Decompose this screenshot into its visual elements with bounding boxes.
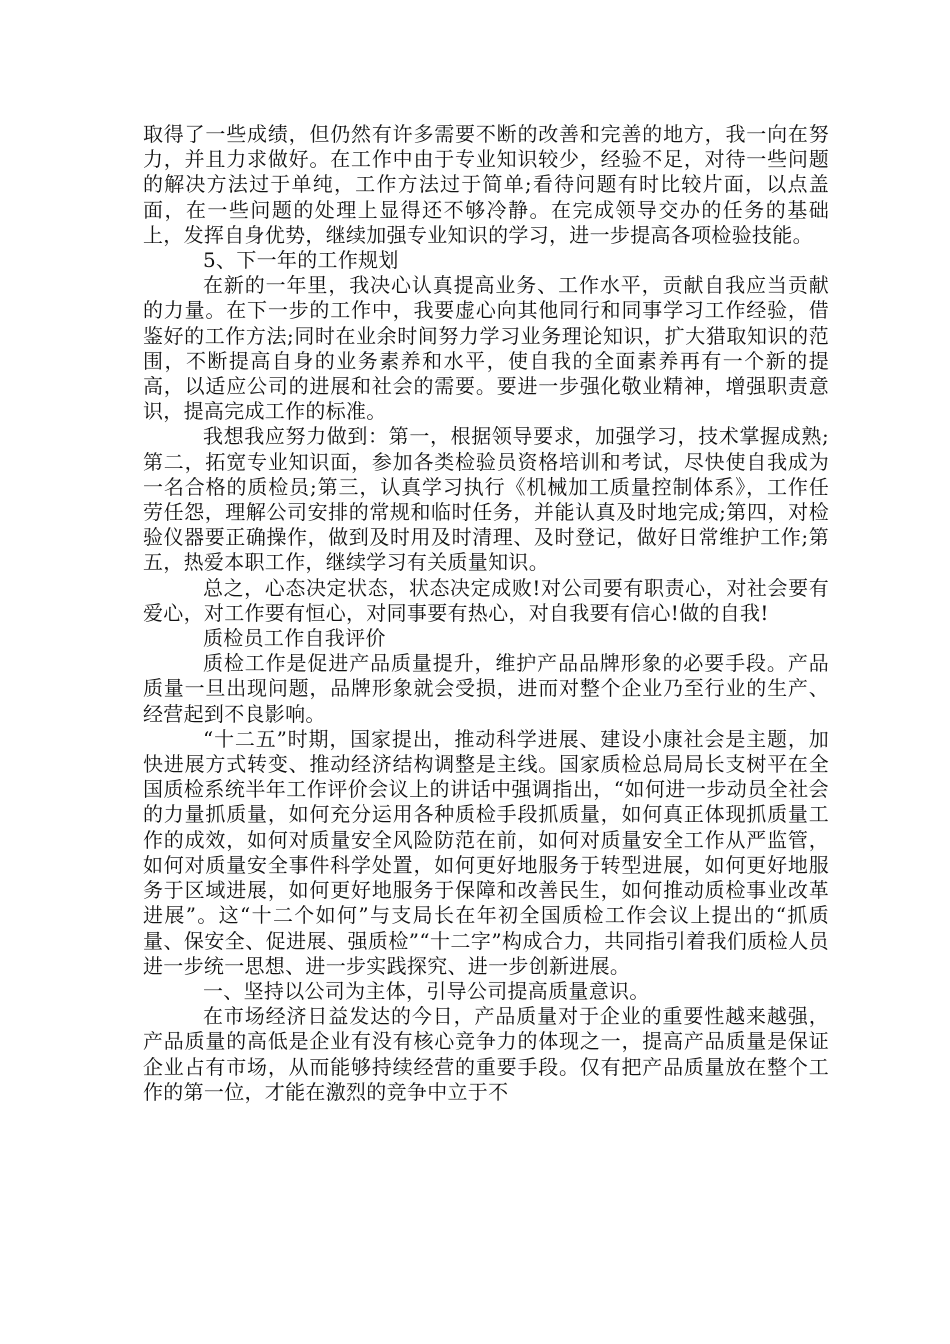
section-heading-self-evaluation: 质检员工作自我评价	[203, 626, 386, 651]
paragraph-conclusion: 总之，心态决定状态，状态决定成败!对公司要有职责心，对社会要有爱心，对工作要有恒心，对同事要有热心，对自我要有信心!做的自我!	[143, 575, 829, 625]
document-page	[143, 122, 829, 1105]
paragraph-twelfth-five-year: “十二五”时期，国家提出，推动科学进展、建设小康社会是主题，加快进展方式转变、推动经济结构调整是主线。国家质检总局局长支树平在全国质检系统半年工作评价会议上的讲话中强调指出，“如何进一步动员全社会的力量抓质量，如何充分运用各种质检手段抓质量，如何真正体现抓质量工作的成效，如何对质量安全风险防范在前，如何对质量安全工作从严监管，如何对质量安全事件科学处置，如何更好地服务于转型进展，如何更好地服务于区域进展，如何更好地服务于保障和改善民生，如何推动质检事业改革进展”。这“十二个如何”与支局长在年初全国质检工作会议上提出的“抓质量、保安全、促进展、强质检”“十二字”构成合力，共同指引着我们质检人员进一步统一思想、进一步实践探究、进一步创新进展。	[143, 726, 829, 978]
paragraph-intro-continuation: 取得了一些成绩，但仍然有许多需要不断的改善和完善的地方，我一向在努力，并且力求做好。在工作中由于专业知识较少，经验不足，对待一些问题的解决方法过于单纯，工作方法过于简单;看待问题有时比较片面，以点盖面，在一些问题的处理上显得还不够冷静。在完成领导交办的任务的基础上，发挥自身优势，继续加强专业知识的学习，进一步提高各项检验技能。	[143, 122, 829, 247]
paragraph-goals-list: 我想我应努力做到：第一，根据领导要求，加强学习，技术掌握成熟;第二，拓宽专业知识面，参加各类检验员资格培训和考试，尽快使自我成为一名合格的质检员;第三，认真学习执行《机械加工质量控制体系》，工作任劳任怨，理解公司安排的常规和临时任务，并能认真及时地完成;第四，对检验仪器要正确操作，做到及时用及时清理、及时登记，做好日常维护工作;第五，热爱本职工作，继续学习有关质量知识。	[143, 424, 829, 575]
section-heading-company-subject: 一、坚持以公司为主体，引导公司提高质量意识。	[203, 978, 650, 1003]
paragraph-quality-importance: 质检工作是促进产品质量提升，维护产品品牌形象的必要手段。产品质量一旦出现问题，品牌形象就会受损，进而对整个企业乃至行业的生产、经营起到不良影响。	[143, 651, 829, 726]
section-heading-next-year-plan: 5、下一年的工作规划	[203, 248, 399, 273]
paragraph-plan-body: 在新的一年里，我决心认真提高业务、工作水平，贡献自我应当贡献的力量。在下一步的工作中，我要虚心向其他同行和同事学习工作经验，借鉴好的工作方法;同时在业余时间努力学习业务理论知识，扩大猎取知识的范围，不断提高自身的业务素养和水平，使自我的全面素养再有一个新的提高，以适应公司的进展和社会的需要。要进一步强化敬业精神，增强职责意识，提高完成工作的标准。	[143, 273, 829, 424]
paragraph-market-economy: 在市场经济日益发达的今日，产品质量对于企业的重要性越来越强，产品质量的高低是企业有没有核心竞争力的体现之一，提高产品质量是保证企业占有市场，从而能够持续经营的重要手段。仅有把产品质量放在整个工作的第一位，才能在激烈的竞争中立于不	[143, 1004, 829, 1104]
